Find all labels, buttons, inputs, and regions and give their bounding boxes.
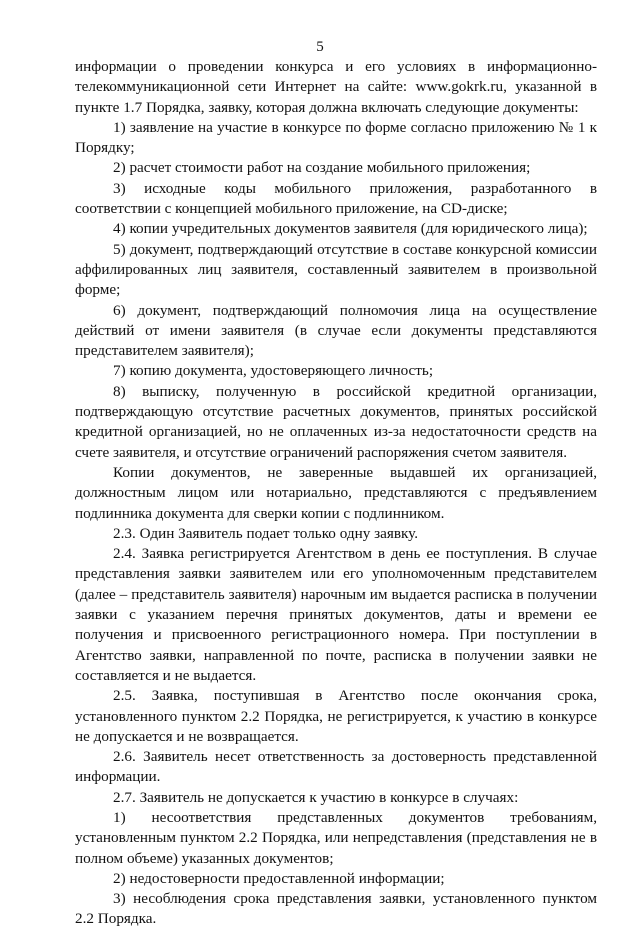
paragraph-copies: Копии документов, не заверенные выдавшей их организацией, должностным лицом или нотариально, представляются с предъявлением подлинника документа для сверки копии с подлинником. [75, 463, 597, 522]
rejection-item-1: 1) несоответствия представленных документов требованиям, установленным пунктом 2.2 Порядка, или непредставления (представления не в полном объеме) указанных документов; [75, 808, 597, 867]
list-item-5: 5) документ, подтверждающий отсутствие в составе конкурсной комиссии аффилированных лиц заявителя, составленный заявителем в произвольной форме; [75, 240, 597, 299]
clause-2-6: 2.6. Заявитель несет ответственность за достоверность представленной информации. [75, 748, 597, 786]
list-item-1: 1) заявление на участие в конкурсе по форме согласно приложению № 1 к Порядку; [75, 118, 597, 157]
page-number: 5 [316, 39, 324, 55]
clause-2-5: 2.5. Заявка, поступившая в Агентство после окончания срока, установленного пунктом 2.2 Порядка, не регистрируется, к участию в конкурсе не допускается и не возвращается. [75, 687, 597, 745]
clause-2-3: 2.3. Один Заявитель подает только одну заявку. [113, 524, 419, 542]
list-item-3: 3) исходные коды мобильного приложения, разработанного в соответствии с концепцией мобильного приложение, на CD-диске; [75, 179, 597, 218]
document-body [75, 57, 597, 930]
list-item-7: 7) копию документа, удостоверяющего личность; [113, 362, 434, 380]
rejection-item-2: 2) недостоверности предоставленной информации; [113, 869, 445, 887]
rejection-item-3: 3) несоблюдения срока представления заявки, установленного пунктом 2.2 Порядка. [75, 890, 597, 928]
list-item-2: 2) расчет стоимости работ на создание мобильного приложения; [113, 159, 531, 177]
list-item-8: 8) выписку, полученную в российской кредитной организации, подтверждающую отсутствие расчетных документов, принятых российской кредитной организацией, но не оплаченных из-за недостаточности средств на счете заявителя, и отсутствие ограничений распоряжения счетом заявителя. [75, 382, 597, 461]
list-item-6: 6) документ, подтверждающий полномочия лица на осуществление действий от имени заявителя (в случае если документы представляются представителем заявителя); [75, 301, 597, 360]
clause-2-4: 2.4. Заявка регистрируется Агентством в день ее поступления. В случае представления заявки заявителем или его уполномоченным представителем (далее – представитель заявителя) нарочным им выдается расписка в получении заявки с указанием перечня принятых документов, даты и времени ее получения и присвоенного регистрационного номера. При поступлении в Агентство заявки, направленной по почте, расписка в получении заявки не составляется и не выдается. [75, 545, 597, 684]
list-item-4: 4) копии учредительных документов заявителя (для юридического лица); [113, 220, 588, 238]
paragraph-intro-continued: информации о проведении конкурса и его условиях в информационно-телекоммуникационной сети Интернет на сайте: www.gokrk.ru, указанной в пункте 1.7 Порядка, заявку, которая должна включать следующие документы: [75, 58, 597, 116]
clause-2-7: 2.7. Заявитель не допускается к участию в конкурсе в случаях: [113, 788, 519, 806]
